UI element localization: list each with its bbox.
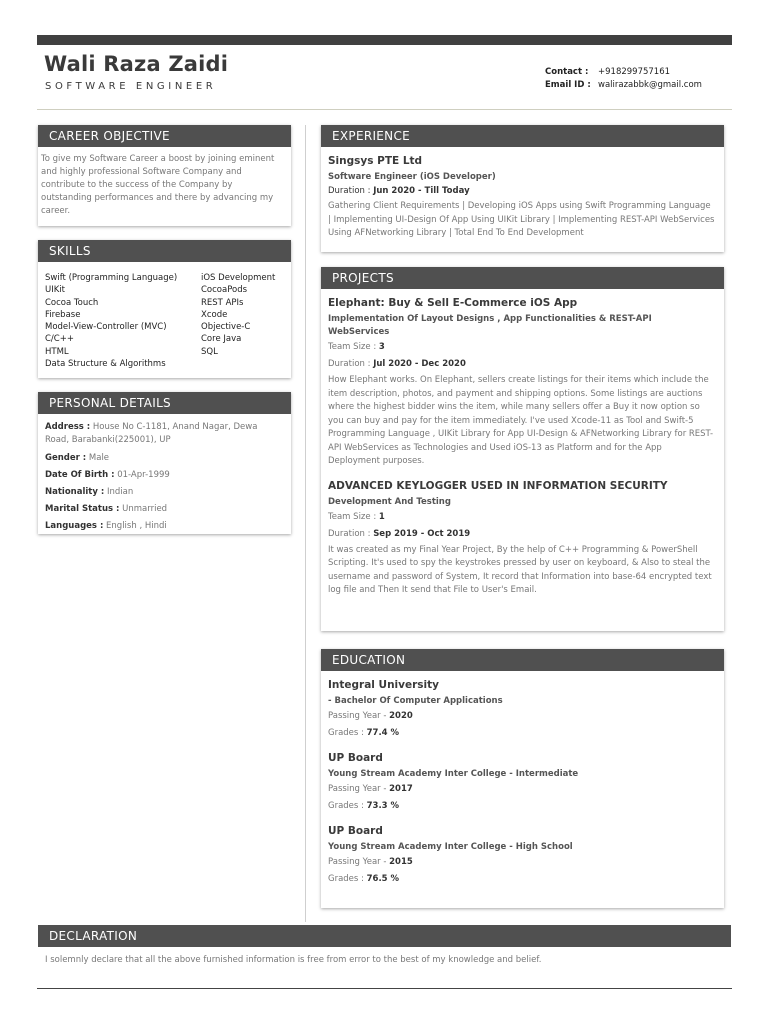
grades-value: 73.3 % <box>366 801 400 811</box>
duration-value: Sep 2019 - Oct 2019 <box>373 528 471 539</box>
skill-item: Cocoa Touch <box>45 297 99 308</box>
skill-item: C/C++ <box>45 334 74 345</box>
education-item <box>328 823 716 888</box>
skills-list <box>45 272 283 370</box>
team-size-label: Team Size : <box>328 511 377 522</box>
section-heading: PROJECTS <box>321 267 724 289</box>
project-item <box>328 479 716 598</box>
address-value: House No C-1181, Anand Nagar, Dewa Road, Barabanki(225001), UP <box>45 422 258 445</box>
section-heading: EDUCATION <box>321 649 724 671</box>
section-heading: PERSONAL DETAILS <box>38 392 291 414</box>
section-heading: CAREER OBJECTIVE <box>38 125 291 147</box>
passing-year <box>328 708 716 725</box>
project-duration <box>328 356 716 373</box>
skill-item: REST APIs <box>201 297 244 308</box>
team-size-value: 1 <box>378 511 385 522</box>
experience-section <box>321 125 724 252</box>
skill-item: Firebase <box>45 309 81 320</box>
section-heading: DECLARATION <box>38 925 731 947</box>
experience-description: Gathering Client Requirements | Developing iOS Apps using Swift Programming Language | Implementing UI-Design Of App Using UIKit Library | Implementing REST-API WebServices Using AFNetworking Library | Total End To End Development <box>328 201 715 238</box>
project-item <box>328 295 716 469</box>
gender-row <box>45 450 283 467</box>
marital-value: Unmarried <box>122 504 168 514</box>
team-size-value: 3 <box>378 342 385 352</box>
nationality-value: Indian <box>106 487 134 497</box>
passing-year-label: Passing Year - <box>328 711 387 721</box>
contact-label: Contact : <box>545 67 589 77</box>
degree-name: - Bachelor Of Computer Applications <box>328 696 503 706</box>
footer-divider <box>37 988 732 989</box>
dob-label: Date Of Birth : <box>45 470 115 480</box>
duration-label: Duration : <box>328 186 371 196</box>
header-divider <box>37 109 732 110</box>
nationality-row <box>45 484 283 501</box>
passing-year-label: Passing Year - <box>328 857 387 867</box>
duration-value: Jun 2020 - Till Today <box>373 186 470 196</box>
duration-label: Duration : <box>328 528 371 539</box>
email-value[interactable]: walirazabbk@gmail.com <box>598 80 702 90</box>
skills-column-2 <box>201 272 275 370</box>
skill-item: Xcode <box>201 309 228 320</box>
passing-year-value: 2015 <box>389 857 413 867</box>
passing-year-label: Passing Year - <box>328 784 387 794</box>
skill-item: CocoaPods <box>201 285 248 296</box>
marital-row <box>45 501 283 518</box>
languages-row <box>45 518 283 535</box>
education-section <box>321 649 724 908</box>
school-name: UP Board <box>328 825 383 837</box>
projects-section <box>321 267 724 631</box>
skill-item: HTML <box>45 346 69 357</box>
skills-section <box>38 240 291 378</box>
experience-duration <box>328 184 716 199</box>
project-subtitle: Implementation Of Layout Designs , App Functionalities & REST-API WebServices <box>328 314 652 337</box>
project-team-size <box>328 339 716 356</box>
grades-label: Grades : <box>328 728 364 738</box>
grades-label: Grades : <box>328 874 364 884</box>
gender-label: Gender : <box>45 453 87 463</box>
languages-value: English , Hindi <box>106 521 167 531</box>
skill-item: Core Java <box>201 334 242 345</box>
project-title: Elephant: Buy & Sell E-Commerce iOS App <box>328 297 578 309</box>
email-label: Email ID : <box>545 80 591 90</box>
declaration-text: I solemnly declare that all the above furnished information is free from error to the best of my knowledge and belief. <box>45 955 542 965</box>
grades-value: 77.4 % <box>366 728 400 738</box>
education-item <box>328 677 716 742</box>
duration-label: Duration : <box>328 359 371 369</box>
address-label: Address : <box>45 422 91 432</box>
grades-label: Grades : <box>328 801 364 811</box>
grades-value: 76.5 % <box>366 874 400 884</box>
skill-item: Data Structure & Algorithms <box>45 359 166 370</box>
job-role: SOFTWARE ENGINEER <box>45 81 217 92</box>
contact-value[interactable]: +918299757161 <box>598 67 671 77</box>
passing-year-value: 2017 <box>389 784 413 794</box>
company-name: Singsys PTE Ltd <box>328 155 423 167</box>
passing-year-value: 2020 <box>389 711 413 721</box>
grades <box>328 725 716 742</box>
degree-name: Young Stream Academy Inter College - High School <box>328 842 573 852</box>
grades <box>328 798 716 815</box>
languages-label: Languages : <box>45 521 104 531</box>
grades <box>328 871 716 888</box>
skills-column-1 <box>45 272 201 370</box>
school-name: Integral University <box>328 679 440 691</box>
job-position: Software Engineer (iOS Developer) <box>328 172 496 182</box>
project-title: ADVANCED KEYLOGGER USED IN INFORMATION SECURITY <box>328 479 668 492</box>
column-divider <box>305 125 306 922</box>
dob-value: 01-Apr-1999 <box>117 470 170 480</box>
skill-item: Model-View-Controller (MVC) <box>45 322 167 333</box>
top-bar <box>37 35 732 45</box>
skill-item: Swift (Programming Language) <box>45 273 178 283</box>
contact-block <box>545 66 702 92</box>
marital-label: Marital Status : <box>45 504 120 514</box>
project-duration <box>328 526 716 543</box>
passing-year <box>328 781 716 798</box>
declaration-section <box>38 925 731 947</box>
duration-value: Jul 2020 - Dec 2020 <box>373 359 466 369</box>
nationality-label: Nationality : <box>45 487 105 497</box>
degree-name: Young Stream Academy Inter College - Intermediate <box>328 769 579 779</box>
personal-details-section <box>38 392 291 534</box>
project-description: It was created as my Final Year Project, By the help of C++ Programming & PowerShell Scripting. It's used to spy the keystrokes pressed by user on keyboard, & Also to steal the username and password of System, It record that Information into base-64 encrypted text log file and Then It send that File to User's Email. <box>328 544 712 595</box>
skill-item: SQL <box>201 346 218 357</box>
section-heading: SKILLS <box>38 240 291 262</box>
person-name: Wali Raza Zaidi <box>44 52 229 76</box>
skill-item: UIKit <box>45 285 65 296</box>
project-subtitle: Development And Testing <box>328 496 451 507</box>
career-objective-section <box>38 125 291 226</box>
school-name: UP Board <box>328 752 383 764</box>
dob-row <box>45 467 283 484</box>
section-heading: EXPERIENCE <box>321 125 724 147</box>
education-item <box>328 750 716 815</box>
address-row <box>45 421 283 447</box>
team-size-label: Team Size : <box>328 342 377 352</box>
skill-item: Objective-C <box>201 322 251 333</box>
skill-item: iOS Development <box>201 273 276 283</box>
project-description: How Elephant works. On Elephant, sellers create listings for their items which include the item description, photos, and payment and shipping options. Some listings are auctions where the highest bidder wins the item, while many sellers offer a Buy it now option so you can buy and pay for the item immediately. I've used Xcode-11 as Tool and Swift-5 Programming Language , UIKit Library for App UI-Design & AFNetworking Library for REST-API WebServices as Technologies and Used iOS-13 as Platform and for the App Deployment purposes. <box>328 375 714 466</box>
project-team-size <box>328 509 716 526</box>
gender-value: Male <box>88 453 110 463</box>
passing-year <box>328 854 716 871</box>
career-objective-text: To give my Software Career a boost by joining eminent and highly professional Software Company and contribute to the success of the Company by outstanding performances and there by advancing my career. <box>41 154 275 216</box>
